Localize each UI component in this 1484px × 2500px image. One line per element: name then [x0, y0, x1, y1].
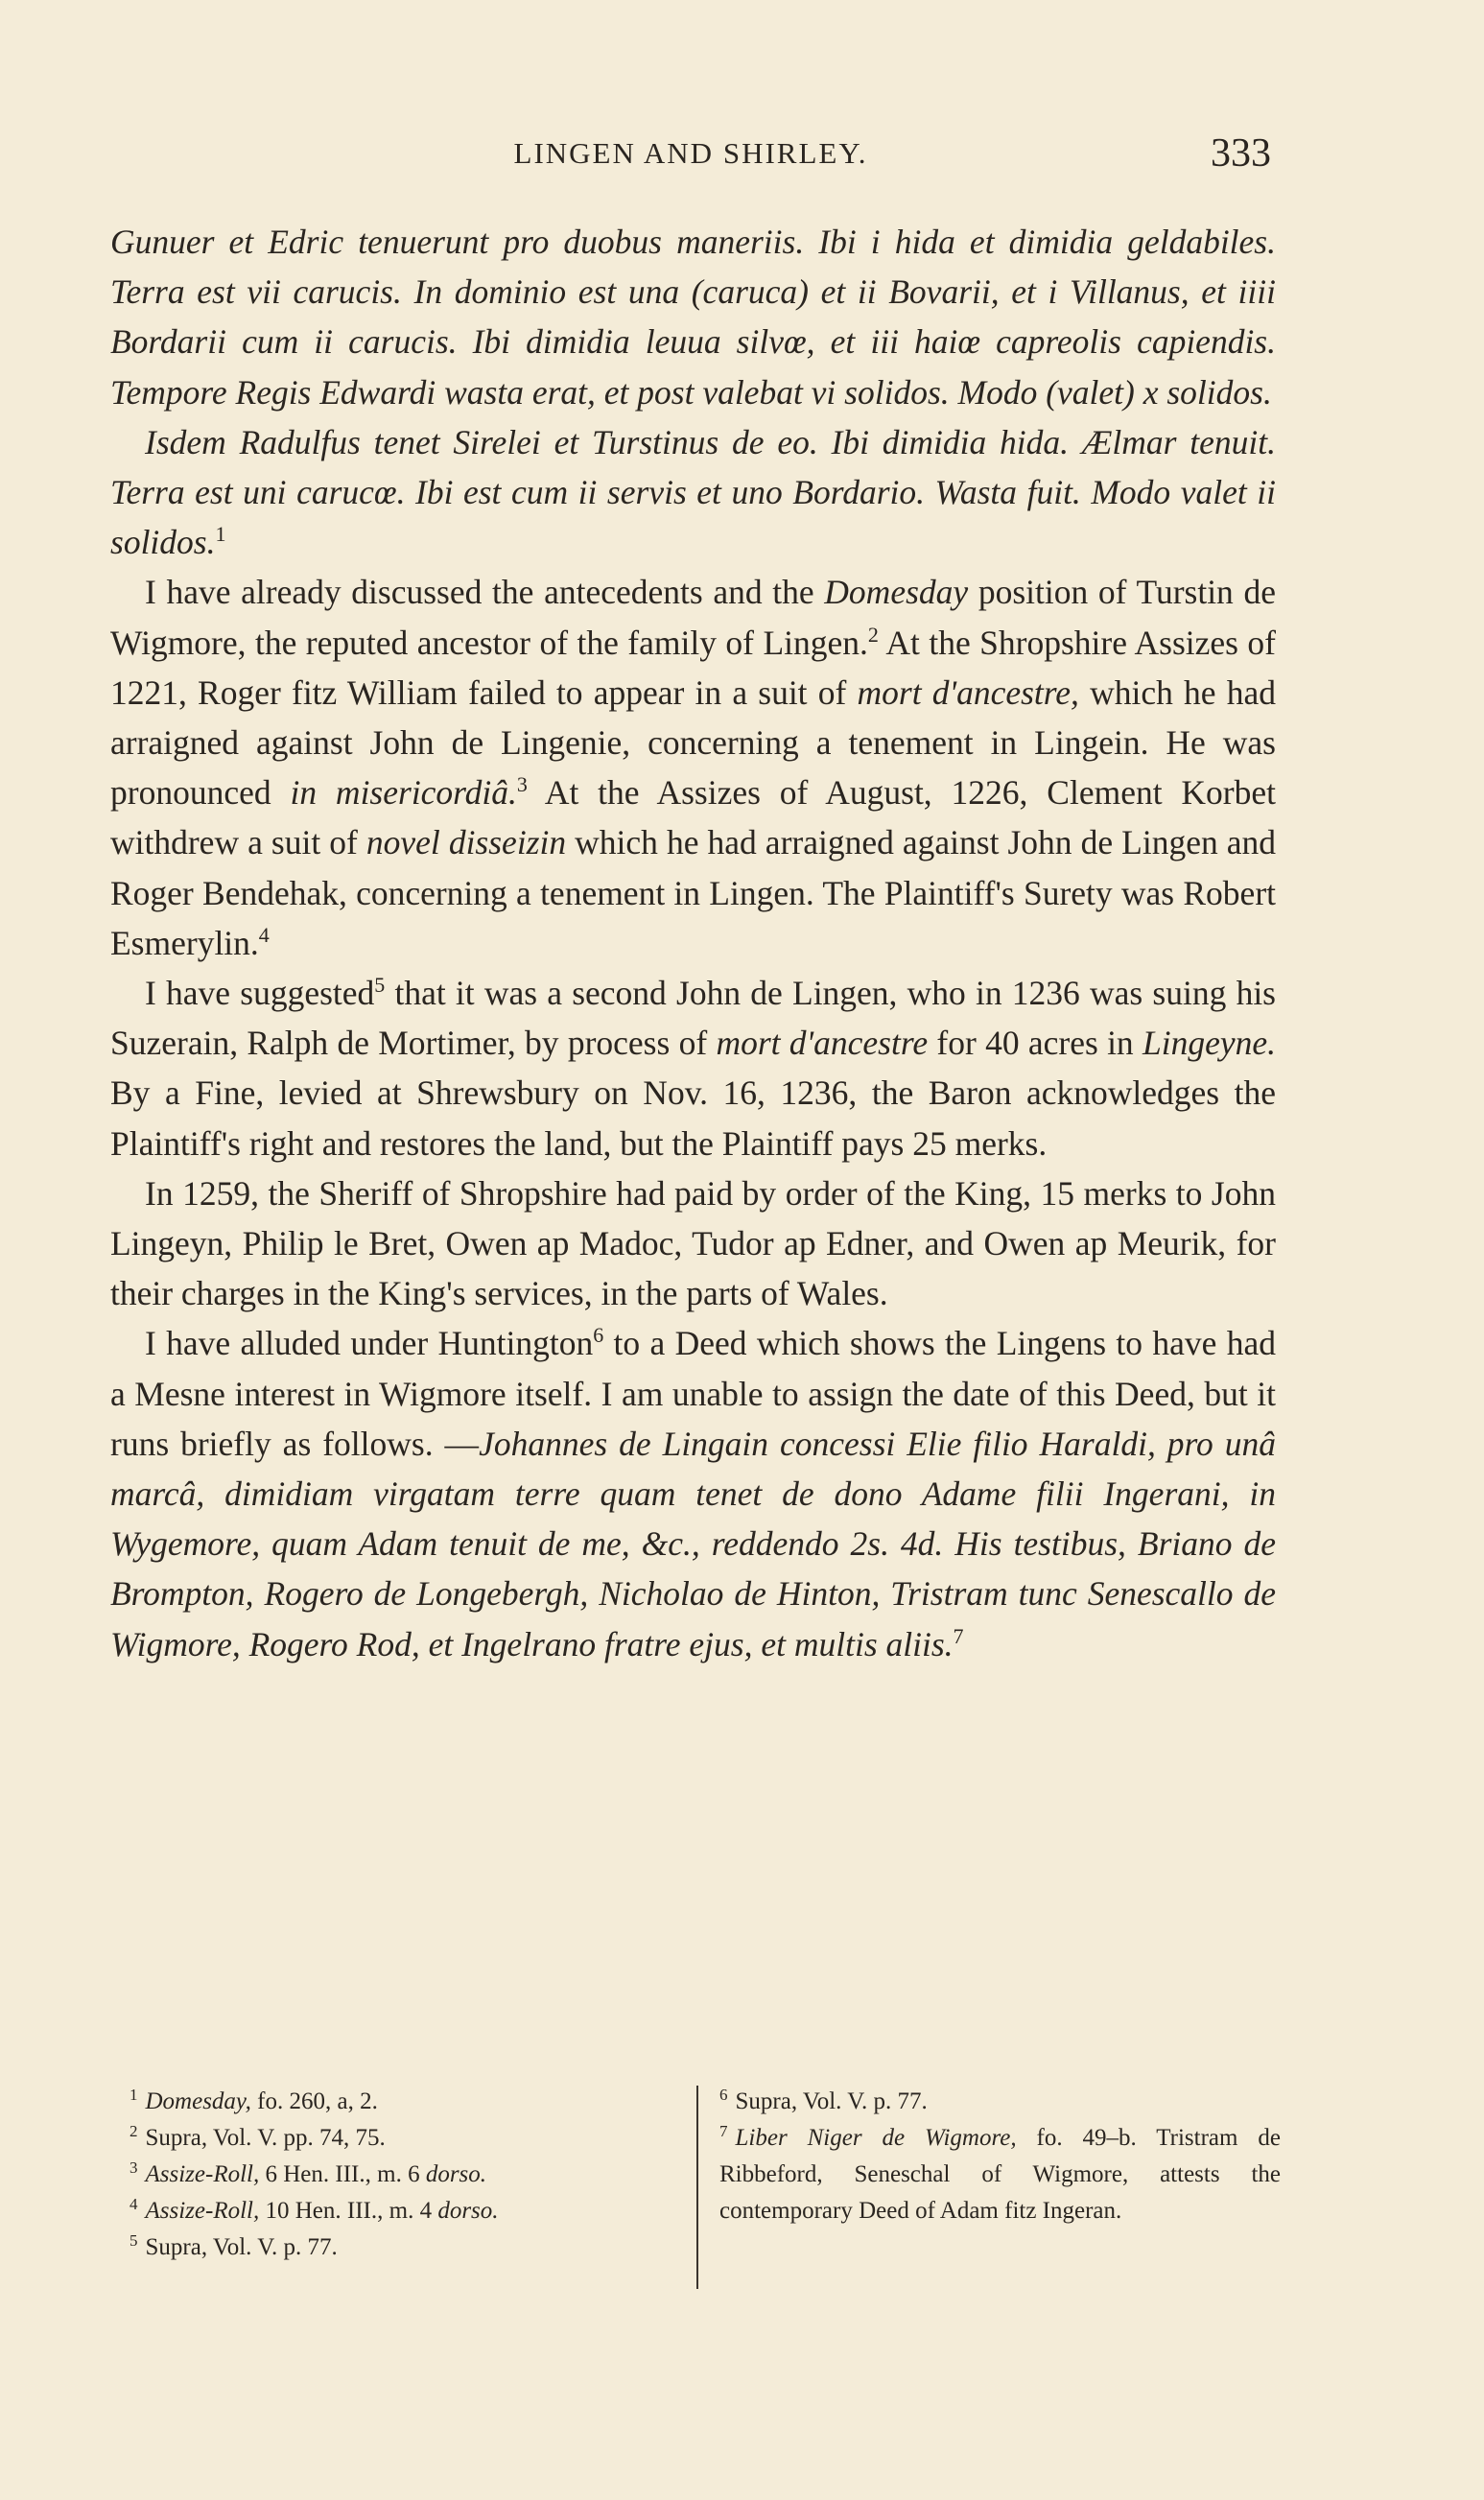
footnote-text: fo. 260, a, 2.	[250, 2088, 378, 2114]
text-run: to a Deed which shows the Lingens to have had a Mesne interest in Wigmore itself. I am unable to assign the date of this Deed, but it runs briefly as follows. —	[110, 1324, 1276, 1463]
paragraph-second-john	[110, 968, 1276, 1168]
footnote-text: Supra, Vol. V. p. 77.	[145, 2234, 338, 2260]
paragraph-1259: In 1259, the Sheriff of Shropshire had paid by order of the King, 15 merks to John Lingeyn, Philip le Bret, Owen ap Madoc, Tudor ap Edner, and Owen ap Meurik, for their charges in the King's services, in the parts of Wales.	[110, 1173, 1276, 1313]
footnote-title: Assize-Roll,	[145, 2198, 260, 2224]
text-run: which he had arraigned against John de Lingen and Roger Bendehak, concerning a tenement in Lingen. The Plaintiff's Surety was Robert Esmerylin.	[110, 823, 1277, 962]
text-run: At the Assizes of August, 1226, Clement Korbet withdrew a suit of	[110, 773, 1276, 862]
footnote-number: 6	[719, 2085, 728, 2104]
footnote-1	[130, 2084, 686, 2120]
text-run: which he had arraigned against John de Lingenie, concerning a tenement in Lingein. He was pronounced	[110, 672, 1276, 813]
paragraph-turstin	[110, 567, 1276, 968]
footnote-7	[719, 2120, 1281, 2229]
text-run: I have alluded under Huntington	[145, 1324, 594, 1363]
text-run: By a Fine, levied at Shrewsbury on Nov. 16, 1236, the Baron acknowledges the Plaintiff's right and restores the land, but the Plaintiff pays 25 merks.	[110, 1073, 1276, 1163]
footnote-3	[130, 2157, 686, 2193]
text-run: At the Shropshire Assizes of 1221, Roger fitz William failed to appear in a suit of	[110, 623, 1276, 712]
text-run-italic: in misericordiâ.	[290, 773, 517, 813]
footnote-text: Supra, Vol. V. pp. 74, 75.	[145, 2125, 386, 2151]
footnotes-left-column	[130, 2084, 686, 2266]
paragraph-latin-2	[110, 417, 1276, 568]
text-run-italic: Lingeyne.	[1142, 1024, 1276, 1063]
paragraph-latin-2-text: Isdem Radulfus tenet Sirelei et Turstinus de eo. Ibi dimidia hida. Ælmar tenuit. Terra est uni carucœ. Ibi est cum ii servis et uno Bordario. Wasta fuit. Modo valet ii solidos.	[110, 422, 1276, 562]
footnote-text: Supra, Vol. V. p. 77.	[735, 2088, 928, 2114]
body-text	[110, 217, 1276, 1669]
text-run: I have already discussed the antecedents and the	[145, 573, 825, 612]
footnotes-right-column	[719, 2084, 1281, 2229]
footnote-5	[130, 2229, 686, 2266]
text-run-italic: mort d'ancestre,	[857, 672, 1079, 712]
text-run-italic: Domesday	[824, 573, 969, 612]
footnote-number: 5	[130, 2230, 138, 2250]
footnote-ref-6: 6	[593, 1323, 604, 1348]
footnote-number: 3	[130, 2158, 138, 2177]
footnote-title: Assize-Roll,	[145, 2161, 260, 2187]
footnote-4	[130, 2193, 686, 2229]
footnote-ref-2: 2	[867, 622, 879, 647]
footnote-title: Domesday,	[145, 2088, 251, 2114]
footnote-column-divider	[696, 2086, 698, 2289]
text-run: position of Turstin de Wigmore, the reputed ancestor of the family of Lingen.	[110, 573, 1276, 662]
footnotes	[130, 2084, 1281, 2304]
page-number: 333	[1211, 131, 1271, 176]
footnote-6	[719, 2084, 1281, 2120]
text-run: that it was a second John de Lingen, who in 1236 was suing his Suzerain, Ralph de Mortimer, by process of	[110, 974, 1276, 1063]
text-run: I have suggested	[145, 974, 375, 1013]
text-run-italic: novel disseizin	[365, 823, 567, 862]
text-run-italic: mort d'ancestre	[716, 1024, 929, 1063]
footnote-number: 1	[130, 2085, 138, 2104]
footnote-text: 6 Hen. III., m. 6	[259, 2161, 426, 2187]
text-run-italic: Johannes de Lingain concessi Elie filio Haraldi, pro unâ marcâ, dimidiam virgatam terre quam tenet de dono Adame filii Ingerani, in Wygemore, quam Adam tenuit de me, &c., reddendo 2s. 4d. His testibus, Briano de Brompton, Rogero de Longebergh, Nicholao de Hinton, Tristram tunc Senescallo de Wigmore, Rogero Rod, et Ingelrano fratre ejus, et multis aliis.	[110, 1424, 1276, 1663]
paragraph-latin-1: Gunuer et Edric tenuerunt pro duobus maneriis. Ibi i hida et dimidia geldabiles. Terra est vii carucis. In dominio est una (caruca) et ii Bovarii, et i Villanus, et iiii Bordarii cum ii carucis. Ibi dimidia leuua silvœ, et iii haiœ capreolis capiendis. Tempore Regis Edwardi wasta erat, et post valebat vi solidos. Modo (valet) x solidos.	[110, 223, 1276, 412]
footnote-ref-4: 4	[258, 923, 270, 948]
footnote-title: Liber Niger de Wigmore,	[735, 2125, 1017, 2151]
footnote-ref-5: 5	[374, 973, 386, 998]
footnote-number: 7	[719, 2121, 728, 2140]
page-header	[110, 130, 1271, 178]
footnote-ref-7: 7	[953, 1623, 964, 1648]
footnote-ref-3: 3	[516, 772, 528, 797]
footnote-number: 4	[130, 2194, 138, 2213]
footnote-2	[130, 2120, 686, 2157]
text-run: for 40 acres in	[928, 1024, 1142, 1063]
footnote-tail: dorso.	[425, 2161, 487, 2187]
footnote-tail: dorso.	[437, 2198, 499, 2224]
footnote-text: fo. 49–b. Tristram de Ribbeford, Seneschal of Wigmore, attests the contemporary Deed of Adam fitz Ingeran.	[719, 2125, 1281, 2224]
paragraph-deed	[110, 1318, 1276, 1668]
footnote-text: 10 Hen. III., m. 4	[259, 2198, 438, 2224]
footnote-ref-1: 1	[215, 522, 226, 547]
running-title: LINGEN AND SHIRLEY.	[513, 136, 868, 170]
footnote-number: 2	[130, 2121, 138, 2140]
